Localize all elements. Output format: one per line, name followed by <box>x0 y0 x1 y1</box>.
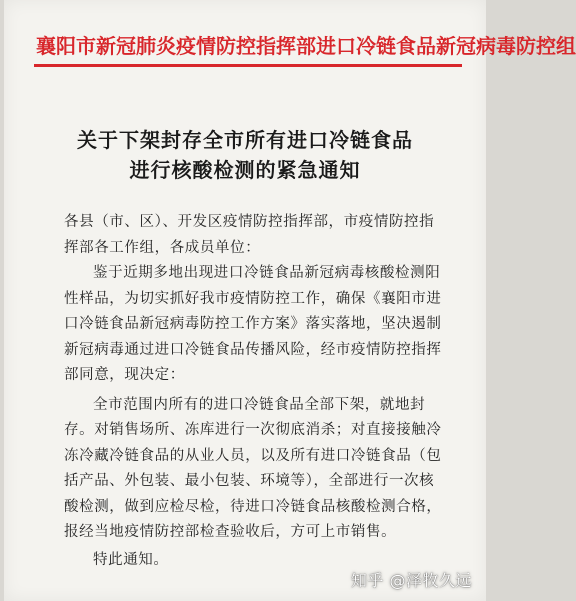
document-page <box>4 0 576 601</box>
paragraph-background: 鉴于近期多地出现进口冷链食品新冠病毒核酸检测阳性样品，为切实抓好我市疫情防控工作，确保《襄阳市进口冷链食品新冠病毒防控工作方案》落实落地，坚决遏制新冠病毒通过进口冷链食品传播风险，经市疫情防控指挥部同意，现决定： <box>64 265 442 383</box>
notice-body <box>64 210 446 573</box>
notice-title-line-1: 关于下架封存全市所有进口冷链食品 <box>77 128 413 152</box>
closing-line: 特此通知。 <box>93 551 169 568</box>
paragraph-decision: 全市范围内所有的进口冷链食品全部下架，就地封存。对销售场所、冻库进行一次彻底消杀；对直接接触冷冻冷藏冷链食品的从业人员，以及所有进口冷链食品（包括产品、外包装、最小包装、环境等），全部进行一次核酸检测，做到应检尽检，待进口冷链食品核酸检测合格，报经当地疫情防控部检查验收后，方可上市销售。 <box>64 396 442 540</box>
notice-title <box>4 125 486 185</box>
issuing-authority-header: 襄阳市新冠肺炎疫情防控指挥部进口冷链食品新冠病毒防控组 <box>36 34 576 58</box>
zhihu-watermark: 知乎 @泽牧久远 <box>350 571 472 590</box>
salutation: 各县（市、区）、开发区疫情防控指挥部，市疫情防控指挥部各工作组，各成员单位： <box>64 214 435 256</box>
notice-title-line-2: 进行核酸检测的紧急通知 <box>129 158 361 182</box>
header-red-rule <box>34 64 462 67</box>
